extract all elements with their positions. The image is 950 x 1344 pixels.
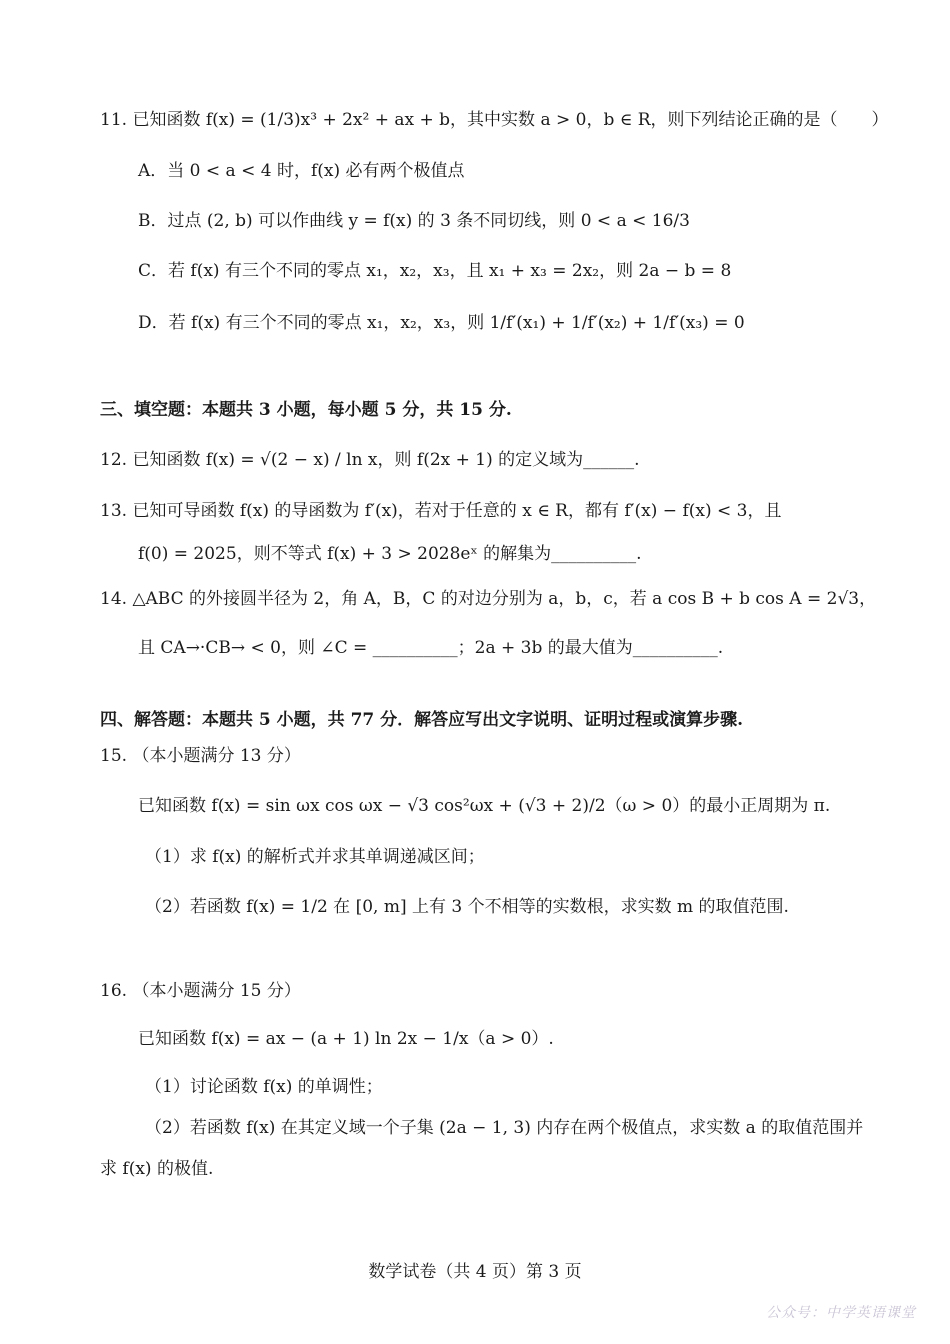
- section-4-heading: 四、解答题：本题共 5 小题，共 77 分．解答应写出文字说明、证明过程或演算步骤.: [100, 710, 744, 730]
- page-footer: 数学试卷（共 4 页）第 3 页: [368, 1262, 582, 1282]
- q11-option-b: B．过点 (2, b) 可以作曲线 y = f(x) 的 3 条不同切线，则 0 < a < 16/3: [138, 211, 690, 231]
- q16-heading: 16. （本小题满分 15 分）: [100, 981, 301, 1001]
- q16-part1: （1）讨论函数 f(x) 的单调性；: [145, 1077, 383, 1097]
- watermark: 公众号：中学英语课堂: [766, 1305, 916, 1321]
- q16-part2: （2）若函数 f(x) 在其定义域一个子集 (2a − 1, 3) 内存在两个极值点，求实数 a 的取值范围并: [145, 1118, 864, 1138]
- q14-line1: 14. △ABC 的外接圆半径为 2，角 A，B，C 的对边分别为 a，b，c，若 a cos B + b cos A = 2√3，: [100, 589, 877, 609]
- section-3-heading: 三、填空题：本题共 3 小题，每小题 5 分，共 15 分.: [100, 400, 512, 420]
- q12-text: 12. 已知函数 f(x) = √(2 − x) / ln x，则 f(2x + 1) 的定义域为______.: [100, 450, 640, 470]
- q15-part1: （1）求 f(x) 的解析式并求其单调递减区间；: [145, 847, 485, 867]
- q11-option-a: A．当 0 < a < 4 时，f(x) 必有两个极值点: [138, 161, 465, 181]
- q11-stem: 11. 已知函数 f(x) = (1/3)x³ + 2x² + ax + b，其中实数 a > 0，b ∈ R，则下列结论正确的是（ ）: [100, 110, 889, 130]
- q13-line2: f(0) = 2025，则不等式 f(x) + 3 > 2028eˣ 的解集为__________.: [138, 544, 642, 564]
- q11-option-c: C．若 f(x) 有三个不同的零点 x₁，x₂，x₃，且 x₁ + x₃ = 2x₂，则 2a − b = 8: [138, 261, 732, 281]
- q14-line2: 且 CA→·CB→ < 0，则 ∠C = __________；2a + 3b 的最大值为__________.: [138, 638, 724, 658]
- q15-stem: 已知函数 f(x) = sin ωx cos ωx − √3 cos²ωx + (√3 + 2)/2（ω > 0）的最小正周期为 π.: [138, 796, 831, 816]
- q11-option-d: D．若 f(x) 有三个不同的零点 x₁，x₂，x₃，则 1/f′(x₁) + 1/f′(x₂) + 1/f′(x₃) = 0: [138, 313, 745, 333]
- q16-stem: 已知函数 f(x) = ax − (a + 1) ln 2x − 1/x（a > 0）.: [138, 1029, 554, 1049]
- q13-line1: 13. 已知可导函数 f(x) 的导函数为 f′(x)，若对于任意的 x ∈ R，都有 f′(x) − f(x) < 3，且: [100, 501, 782, 521]
- q15-part2: （2）若函数 f(x) = 1/2 在 [0, m] 上有 3 个不相等的实数根，求实数 m 的取值范围.: [145, 897, 789, 917]
- q16-part2-continued: 求 f(x) 的极值.: [100, 1159, 214, 1179]
- q15-heading: 15. （本小题满分 13 分）: [100, 746, 301, 766]
